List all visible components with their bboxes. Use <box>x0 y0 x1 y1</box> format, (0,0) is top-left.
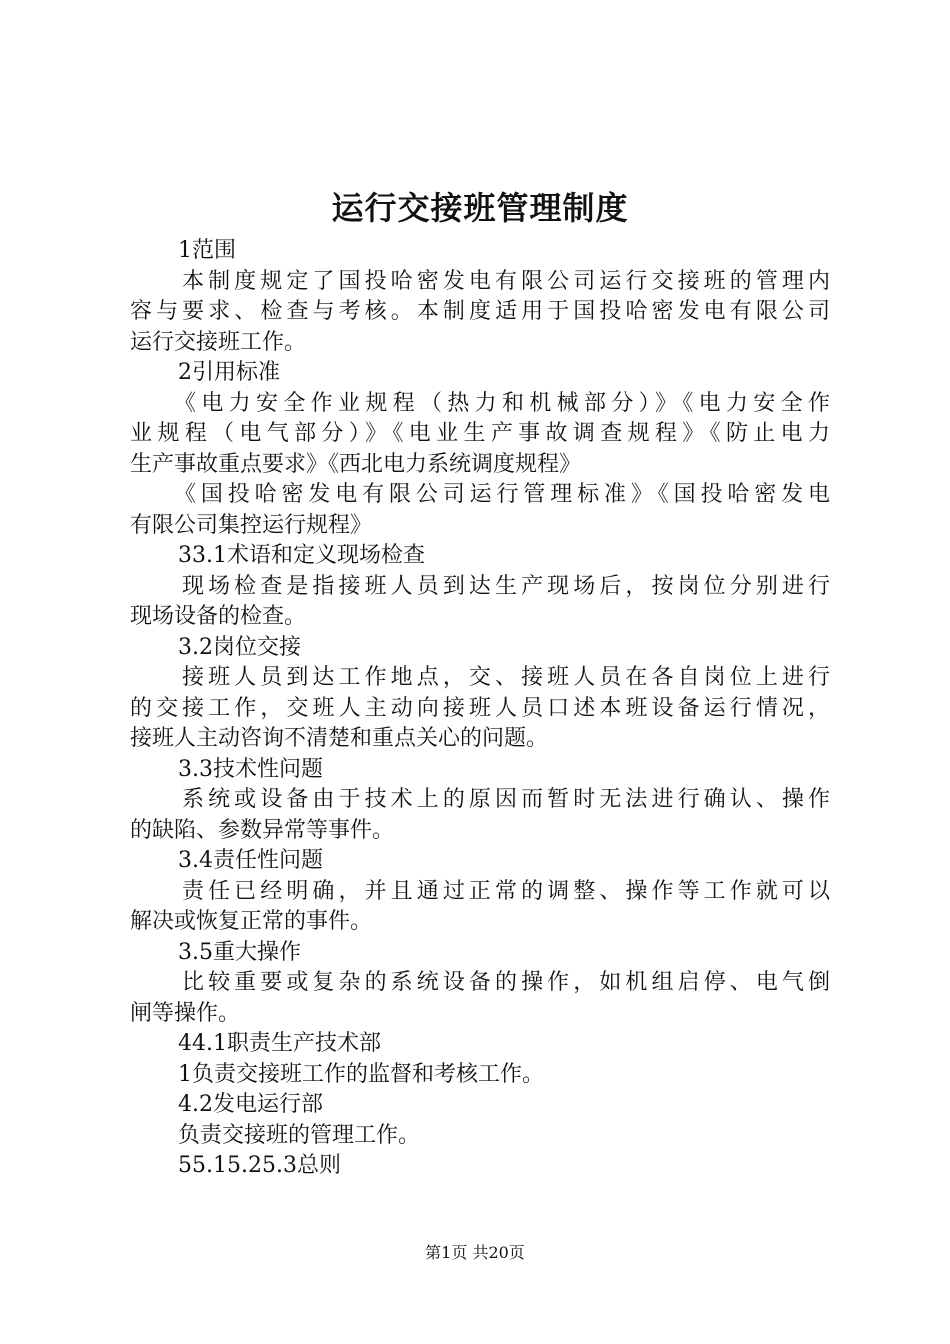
document-body <box>130 236 830 1182</box>
section-heading: 55.15.25.3总则 <box>178 1153 341 1178</box>
paragraph-line: 系统或设备由于技术上的原因而暂时无法进行确认、操作 <box>182 787 830 812</box>
document-page <box>130 180 830 1182</box>
section-heading: 2引用标准 <box>178 360 280 385</box>
paragraph-line: 的交接工作，交班人主动向接班人员口述本班设备运行情况， <box>130 695 830 721</box>
page-number-footer: 第1页 共20页 <box>425 1243 525 1262</box>
paragraph-line: 容与要求、检查与考核。本制度适用于国投哈密发电有限公司 <box>130 299 830 324</box>
paragraph-line: 责任已经明确，并且通过正常的调整、操作等工作就可以 <box>182 878 830 904</box>
paragraph-line: 接班人员到达工作地点，交、接班人员在各自岗位上进行 <box>182 665 830 690</box>
paragraph-line: 有限公司集控运行规程》 <box>130 512 373 538</box>
section-heading: 3.3技术性问题 <box>178 756 323 782</box>
paragraph-line: 接班人主动咨询不清楚和重点关心的问题。 <box>130 726 549 751</box>
paragraph-line: 运行交接班工作。 <box>130 329 307 355</box>
paragraph-line: 负责交接班的管理工作。 <box>178 1122 421 1148</box>
paragraph-line: 生产事故重点要求》《西北电力系统调度规程》 <box>130 451 582 477</box>
paragraph-line: 比较重要或复杂的系统设备的操作，如机组启停、电气倒 <box>182 970 830 995</box>
paragraph-line: 1负责交接班工作的监督和考核工作。 <box>178 1061 544 1087</box>
paragraph-line: 闸等操作。 <box>130 1000 241 1026</box>
section-heading: 44.1职责生产技术部 <box>178 1031 381 1056</box>
paragraph-line: 业规程（电气部分）》《电业生产事故调查规程》《防止电力 <box>130 421 830 446</box>
section-heading: 33.1术语和定义现场检查 <box>178 543 425 568</box>
section-heading: 3.5重大操作 <box>178 939 301 965</box>
section-heading: 3.4责任性问题 <box>178 848 323 873</box>
section-heading: 3.2岗位交接 <box>178 634 301 660</box>
paragraph-line: 《电力安全作业规程（热力和机械部分）》《电力安全作 <box>174 390 830 416</box>
paragraph-line: 的缺陷、参数异常等事件。 <box>130 817 395 843</box>
paragraph-line: 本制度规定了国投哈密发电有限公司运行交接班的管理内 <box>182 268 830 294</box>
document-title: 运行交接班管理制度 <box>331 189 629 227</box>
section-heading: 1范围 <box>178 238 236 263</box>
paragraph-line: 《国投哈密发电有限公司运行管理标准》《国投哈密发电 <box>174 482 830 507</box>
paragraph-line: 解决或恢复正常的事件。 <box>130 909 373 934</box>
section-heading: 4.2发电运行部 <box>178 1092 323 1117</box>
paragraph-line: 现场设备的检查。 <box>130 604 307 629</box>
paragraph-line: 现场检查是指接班人员到达生产现场后，按岗位分别进行 <box>182 573 830 599</box>
